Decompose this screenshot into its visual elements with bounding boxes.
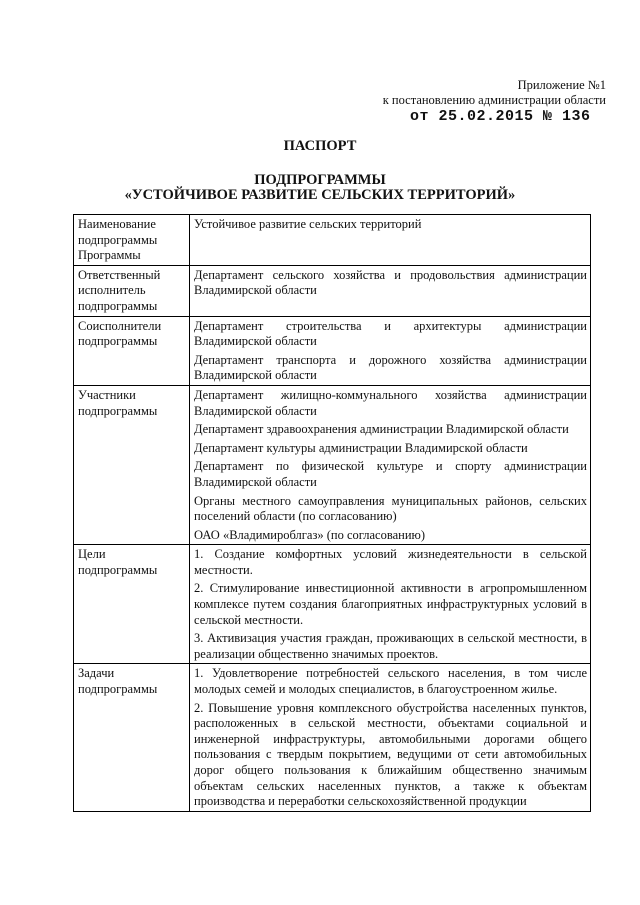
table-row-participants (74, 385, 591, 544)
table-row-goals (74, 545, 591, 664)
row-value-text: ОАО «Владимироблгаз» (по согласованию) (194, 527, 426, 542)
row-label-text: Ответственный исполнитель подпрограммы (78, 267, 161, 313)
row-label (74, 215, 190, 266)
row-label-text: Наименование подпрограммы Программы (78, 217, 158, 263)
row-value (190, 316, 591, 385)
row-value (190, 545, 591, 664)
appendix-line-2: к постановлению администрации области (382, 93, 606, 107)
subprogram-title: ПОДПРОГРАММЫ (254, 172, 386, 188)
row-value-text: Органы местного самоуправления муниципальных районов, сельских поселений области (по согласованию) (194, 493, 587, 524)
row-value-text: Департамент строительства и архитектуры администрации Владимирской области (194, 318, 587, 349)
passport-table (73, 214, 591, 812)
row-value-text: Департамент здравоохранения администрации Владимирской области (194, 422, 569, 437)
row-value-text: 1. Удовлетворение потребностей сельского населения, в том числе молодых семей и молодых специалистов, в благоустроенном жилье. (194, 666, 587, 697)
row-value-text: Департамент жилищно-коммунального хозяйства администрации Владимирской области (194, 387, 587, 418)
row-label (74, 385, 190, 544)
row-value-text: 2. Повышение уровня комплексного обустройства населенных пунктов, расположенных в сельской местности, объектами социальной и инженерной инфраструктуры, автомобильными дорогами общего пользования с твердым покрытием, ведущими от сети автомобильных дорог общего пользования к ближайшим общественно значимым объектам сельских населенных пунктов, а также к объектам производства и переработки сельскохозяйственной продукции (194, 700, 587, 809)
appendix-header (383, 78, 606, 108)
appendix-line-1: Приложение №1 (517, 78, 606, 92)
table-row-name (74, 215, 591, 266)
order-date-number: от 25.02.2015 № 136 (410, 108, 591, 125)
row-label (74, 316, 190, 385)
row-value (190, 265, 591, 316)
table-row-tasks (74, 664, 591, 811)
row-value-text: Департамент по физической культуре и спорту администрации Владимирской области (194, 459, 587, 489)
row-label (74, 664, 190, 811)
row-value-text: Устойчивое развитие сельских территорий (194, 217, 422, 231)
row-label-text: Цели подпрограммы (78, 547, 158, 577)
row-value-text: Департамент сельского хозяйства и продовольствия администрации Владимирской области (194, 267, 587, 298)
row-value-text: 1. Создание комфортных условий жизнедеятельности в сельской местности. (194, 547, 587, 577)
row-value-text: Департамент культуры администрации Владимирской области (194, 440, 528, 455)
row-label-text: Соисполнители подпрограммы (78, 318, 162, 349)
subprogram-name: «УСТОЙЧИВОЕ РАЗВИТИЕ СЕЛЬСКИХ ТЕРРИТОРИЙ» (124, 187, 516, 203)
passport-title: ПАСПОРТ (283, 138, 357, 154)
row-value (190, 385, 591, 544)
table-row-coexecutors (74, 316, 591, 385)
row-label-text: Задачи подпрограммы (78, 666, 158, 697)
row-label-text: Участники подпрограммы (78, 387, 158, 418)
row-label (74, 265, 190, 316)
row-value-text: 3. Активизация участия граждан, проживающих в сельской местности, в реализации общественно значимых проектов. (194, 631, 587, 661)
row-value-text: Департамент транспорта и дорожного хозяйства администрации Владимирской области (194, 352, 587, 383)
row-value (190, 664, 591, 811)
row-value-text: 2. Стимулирование инвестиционной активности в агропромышленном комплексе путем создания благоприятных инфраструктурных условий в сельской местности. (194, 581, 587, 627)
row-label (74, 545, 190, 664)
row-value (190, 215, 591, 266)
table-row-responsible (74, 265, 591, 316)
